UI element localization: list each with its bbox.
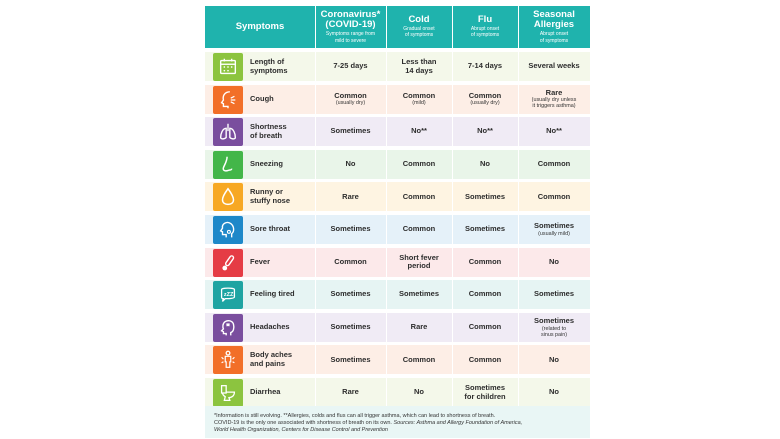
symptom-label [250,95,274,104]
footnote-line-2 [214,420,581,427]
cell-value: No** [546,126,562,136]
toilet-icon [213,379,243,407]
cell-flu [452,150,518,179]
svg-text:zZZ: zZZ [223,292,234,299]
cell-value: Common [402,159,436,169]
cell-value: Common [537,159,571,169]
header-flu [452,6,518,48]
cell-value: 7-14 days [467,61,503,71]
column-divider [518,345,519,374]
table-row [205,150,590,179]
cell-allergies [518,150,590,179]
column-divider [518,150,519,179]
cell-cold [386,85,452,114]
cell-allergies [518,52,590,81]
cell-value: Rare [342,387,359,397]
symptom-comparison-chart [205,6,590,438]
footnote-line-1: *Information is still evolving. **Allergies, colds and flus can all trigger asthma, which can lead to shortness of breath. [214,413,496,419]
column-divider [386,117,387,146]
symptom-label-line: Sore throat [250,224,291,234]
symptom-name [250,52,315,81]
cell-cold [386,280,452,309]
drop-icon [213,183,243,211]
cell-flu [452,182,518,211]
cell-value: No [549,354,559,364]
cell-note: (related to [541,325,567,332]
header-covid [315,6,386,48]
cell-note: (usually dry) [470,100,500,107]
column-divider [386,313,387,342]
cell-value: Sometimes [533,221,575,231]
cell-value: Sometimes [533,289,575,299]
cell-cold [386,182,452,211]
cell-flu [452,280,518,309]
header-divider [386,6,387,48]
header-flu-subtitle: Abrupt onset [470,25,500,32]
cell-value: Common [402,90,436,100]
cell-value: Common [537,191,571,201]
column-divider [452,280,453,309]
column-divider [386,52,387,81]
cell-cold [386,313,452,342]
cell-value: No [480,159,490,169]
header-flu-subtitle: of symptoms [470,32,500,39]
footnote [205,406,590,438]
column-divider [315,85,316,114]
header-cold-title: Cold [408,14,430,26]
symptom-label-line: Cough [250,93,274,103]
cough-icon [213,86,243,114]
table-row [205,313,590,342]
cell-value: Rare [545,87,563,97]
cell-value: Common [402,354,436,364]
symptom-label-line: Diarrhea [250,387,281,397]
symptom-name [250,248,315,277]
cell-value: Short fever [399,252,439,262]
symptom-label [250,323,290,332]
column-divider [386,248,387,277]
cell-value: Less than [401,57,437,66]
symptom-name [250,85,315,114]
cell-flu [452,345,518,374]
cell-cold [386,150,452,179]
cell-covid [315,52,386,81]
table-row [205,215,590,244]
symptom-label-line: of breath [250,130,283,140]
column-divider [518,280,519,309]
cell-value: Sometimes [464,224,506,234]
column-divider [315,182,316,211]
column-divider [518,117,519,146]
cell-cold [386,248,452,277]
cell-allergies [518,248,590,277]
cell-value: 14 days [405,65,433,75]
calendar-icon [213,53,243,81]
column-divider [386,215,387,244]
column-divider [518,85,519,114]
cell-value: Sometimes [464,191,506,201]
symptom-label [250,58,288,75]
cell-note: sinus pain) [540,331,568,338]
body-ache-icon [213,346,243,374]
symptom-label [250,188,290,205]
header-cold [386,6,452,48]
cell-allergies [518,85,590,114]
cell-value: No [414,387,424,397]
cell-allergies [518,215,590,244]
column-divider [452,182,453,211]
cell-covid [315,150,386,179]
table-row [205,378,590,407]
header-allergies-subtitle: of symptoms [539,37,569,44]
symptom-name [250,150,315,179]
cell-value: No** [477,126,493,136]
header-allergies [518,6,590,48]
cell-covid [315,313,386,342]
cell-value: No** [411,126,427,136]
column-divider [518,313,519,342]
column-divider [315,117,316,146]
header-covid-subtitle: mild to severe [334,37,367,44]
cell-flu [452,215,518,244]
column-divider [386,378,387,407]
cell-value: Several weeks [528,61,580,71]
cell-covid [315,378,386,407]
cell-value: Sometimes [398,289,440,299]
cell-note: (usually mild) [538,230,570,237]
cell-value: Sometimes [330,354,371,364]
column-divider [315,378,316,407]
column-divider [386,280,387,309]
column-divider [452,313,453,342]
table-row [205,280,590,309]
footnote-sources: Sources: Asthma and Allergy Foundation of America, [393,420,523,426]
footnote-line-3 [214,427,581,434]
cell-value: Common [468,354,502,364]
cell-flu [452,248,518,277]
symptom-name [250,280,315,309]
symptom-label-line: Feeling tired [250,289,295,299]
symptom-name [250,313,315,342]
cell-value: Sometimes [533,316,575,326]
table-row [205,52,590,81]
cell-value: No [549,256,559,266]
cell-value: Sometimes [330,224,371,234]
header-cold-subtitle: Gradual onset [403,25,435,32]
column-divider [315,248,316,277]
symptom-name [250,345,315,374]
thermometer-icon [213,249,243,277]
header-symptoms [205,6,315,48]
header-divider [315,6,316,48]
column-divider [452,85,453,114]
sleep-icon [213,281,243,309]
symptom-label-line: Length of [250,57,285,66]
column-divider [386,85,387,114]
symptom-label-line: symptoms [250,65,288,75]
footnote-line-2-text: COVID-19 is the only one associated with shortness of breath on its own. [214,420,394,426]
column-divider [315,280,316,309]
cell-cold [386,345,452,374]
cell-value: Sometimes [330,126,371,136]
symptom-label-line: stuffy nose [250,195,291,205]
table-row [205,117,590,146]
cell-cold [386,117,452,146]
cell-allergies [518,117,590,146]
header-divider [452,6,453,48]
cell-note: it triggers asthma) [532,103,576,110]
cell-value: period [407,261,431,271]
table-row [205,248,590,277]
cell-value: Common [468,289,502,299]
column-divider [518,182,519,211]
column-divider [315,345,316,374]
header-covid-title: Coronavirus* [320,8,381,20]
cell-value: Common [402,224,436,234]
cell-covid [315,345,386,374]
table-row [205,345,590,374]
cell-note: (mild) [412,100,426,107]
cell-allergies [518,182,590,211]
cell-value: No [345,159,356,169]
symptom-label [250,290,295,299]
lungs-icon [213,118,243,146]
cell-value: Common [334,256,367,266]
cell-value: 7-25 days [333,61,368,71]
head-icon [213,314,243,342]
header-allergies-subtitle: Abrupt onset [539,30,569,37]
header-flu-title: Flu [477,14,493,26]
cell-covid [315,117,386,146]
cell-allergies [518,280,590,309]
nose-icon [213,151,243,179]
symptom-label [250,351,292,368]
cell-value: Sometimes [330,322,371,332]
header-divider [518,6,519,48]
column-divider [315,313,316,342]
header-covid-subtitle: Symptoms range from [325,30,376,37]
cell-value: Common [468,90,502,100]
column-divider [452,378,453,407]
cell-flu [452,52,518,81]
header-allergies-title: Allergies [533,19,575,31]
cell-value: Sometimes [464,383,506,392]
symptom-name [250,182,315,211]
cell-cold [386,378,452,407]
column-divider [518,52,519,81]
symptom-label-line: Body aches [250,350,293,360]
symptom-label-line: Shortness [250,122,287,132]
cell-flu [452,117,518,146]
cell-flu [452,313,518,342]
cell-value: Common [468,256,502,266]
header-cold-subtitle: of symptoms [404,32,434,39]
column-divider [452,117,453,146]
cell-covid [315,248,386,277]
cell-cold [386,52,452,81]
symptom-label-line: Fever [250,256,271,266]
cell-note: (usually dry) [335,100,366,107]
symptom-label-line: Headaches [250,322,290,332]
cell-value: Rare [410,322,428,332]
cell-allergies [518,378,590,407]
table-row [205,85,590,114]
column-divider [518,248,519,277]
cell-covid [315,280,386,309]
cell-value: Sometimes [330,289,371,299]
symptom-label [250,225,290,234]
header-allergies-title: Seasonal [533,8,575,20]
column-divider [452,248,453,277]
symptom-name [250,378,315,407]
symptom-label [250,258,270,267]
cell-covid [315,215,386,244]
cell-allergies [518,313,590,342]
column-divider [452,345,453,374]
symptom-label [250,123,287,140]
column-divider [452,52,453,81]
column-divider [315,215,316,244]
header-covid-title: (COVID-19) [325,19,376,31]
cell-value: No [549,387,559,397]
cell-cold [386,215,452,244]
throat-icon [213,216,243,244]
column-divider [386,345,387,374]
cell-allergies [518,345,590,374]
cell-value: Common [402,191,436,201]
symptom-name [250,117,315,146]
symptom-label [250,388,280,397]
cell-value: Common [468,322,502,332]
column-divider [452,150,453,179]
symptom-label-line: and pains [250,358,286,368]
column-divider [386,150,387,179]
table-row [205,182,590,211]
column-divider [452,215,453,244]
column-divider [315,52,316,81]
column-divider [315,150,316,179]
symptom-label [250,160,283,169]
cell-flu [452,85,518,114]
symptom-label-line: Sneezing [250,159,283,169]
cell-covid [315,85,386,114]
cell-value: for children [464,391,506,401]
cell-covid [315,182,386,211]
header-symptoms-label: Symptoms [235,20,285,32]
symptom-label-line: Runny or [250,187,283,197]
column-divider [386,182,387,211]
symptom-name [250,215,315,244]
cell-value: Rare [342,191,359,201]
cell-value: Common [334,90,367,100]
column-divider [518,378,519,407]
footnote-sources-continued: World Health Organization, Centers for Disease Control and Prevention [214,427,388,433]
cell-note: (usually dry unless [531,97,577,104]
cell-flu [452,378,518,407]
column-divider [518,215,519,244]
